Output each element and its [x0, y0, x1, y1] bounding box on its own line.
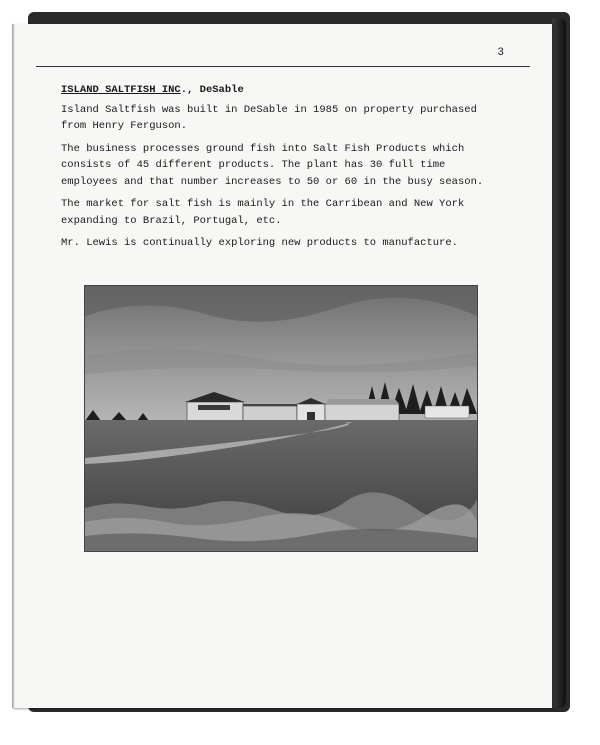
- paragraph-market: The market for salt fish is mainly in the Carribean and New York expanding to Brazil, Portugal, etc.: [61, 198, 465, 227]
- heading-location: ., DeSable: [180, 84, 244, 96]
- plant-photo-image: [85, 286, 477, 551]
- header-rule: [36, 66, 530, 67]
- paragraph-history: Island Saltfish was built in DeSable in 1985 on property purchased from Henry Ferguson.: [61, 103, 477, 132]
- paragraph-products: Mr. Lewis is continually exploring new products to manufacture.: [61, 237, 458, 249]
- binder-spine-edge: [552, 18, 566, 708]
- page-left-shadow: [12, 24, 15, 708]
- company-name: ISLAND SALTFISH INC: [61, 84, 181, 96]
- plant-sign: [198, 405, 230, 410]
- paragraph-business: The business processes ground fish into Salt Fish Products which consists of 45 different products. The plant has 30 full time employees and that number increases to 50 or 60 in the busy season.: [61, 142, 484, 188]
- page-number: 3: [497, 47, 504, 59]
- document-page: [12, 24, 552, 708]
- body-text: [61, 82, 531, 258]
- plant-photograph: [84, 285, 478, 552]
- section-heading: [61, 82, 531, 99]
